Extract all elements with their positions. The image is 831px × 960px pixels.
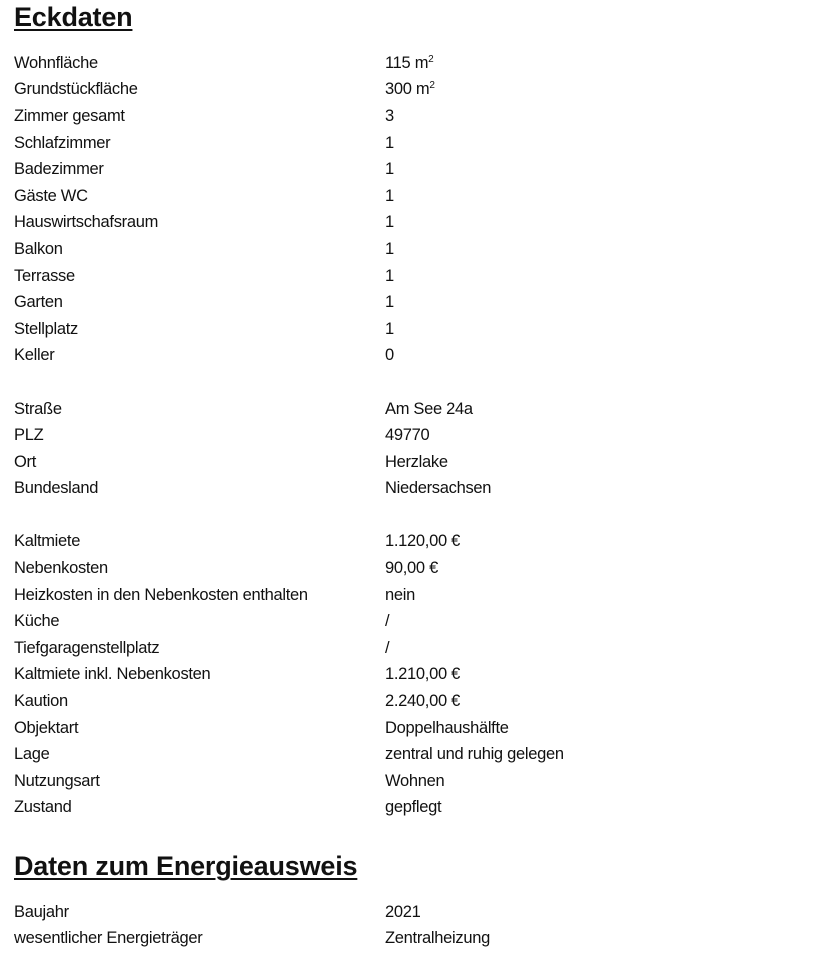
energieausweis-group [14,899,814,952]
row-label: Badezimmer [14,160,104,179]
table-row [14,183,814,210]
row-label: Garten [14,293,63,312]
row-value [385,80,435,99]
row-value-text: 1 [385,266,394,285]
row-value-text: 3 [385,106,394,125]
energieausweis-table [14,899,814,952]
table-row [14,768,814,795]
row-label: wesentlicher Energieträger [14,929,203,948]
row-value-text: 2.240,00 € [385,692,460,711]
row-value-text: Am See 24a [385,399,473,418]
table-row [14,715,814,742]
row-label: Grundstückfläche [14,80,138,99]
row-value [385,400,473,419]
table-row [14,289,814,316]
row-value [385,54,433,73]
table-row [14,210,814,237]
row-value-text: Zentralheizung [385,929,490,948]
row-value-text: 300 m [385,80,430,99]
table-row [14,608,814,635]
row-value-text: 1 [385,239,394,258]
row-value [385,240,394,259]
eckdaten-table [14,50,814,821]
table-row [14,555,814,582]
row-value [385,719,509,738]
row-value [385,586,415,605]
row-label: Terrasse [14,266,75,285]
row-value [385,772,444,791]
row-label: Stellplatz [14,319,78,338]
row-label: Lage [14,745,50,764]
table-row [14,103,814,130]
table-row [14,156,814,183]
table-row [14,899,814,926]
row-label: Nebenkosten [14,559,108,578]
row-value-text: gepflegt [385,798,442,817]
row-label: Objektart [14,718,79,737]
row-value [385,532,460,551]
row-value [385,134,394,153]
row-value-text: 1 [385,319,394,338]
row-value [385,346,394,365]
row-label: Kaltmiete [14,532,81,551]
table-row [14,741,814,768]
table-row [14,795,814,822]
row-value-text: 1 [385,186,394,205]
eckdaten-group-kosten [14,529,814,822]
row-value [385,320,394,339]
table-row [14,130,814,157]
table-row [14,343,814,370]
table-row [14,449,814,476]
table-row [14,926,814,953]
row-value-text: nein [385,585,415,604]
row-value-text: 49770 [385,426,430,445]
row-value [385,903,421,922]
eckdaten-group-adresse [14,396,814,502]
section-title-energieausweis: Daten zum Energieausweis [14,851,358,881]
table-row [14,635,814,662]
row-value [385,187,394,206]
unit-superscript: 2 [428,53,434,65]
row-value [385,267,394,286]
table-row [14,476,814,503]
row-value-text: 1 [385,133,394,152]
row-label: Bundesland [14,479,99,498]
row-value-text: / [385,638,390,657]
row-label: Kaltmiete inkl. Nebenkosten [14,665,211,684]
row-label: Straße [14,399,62,418]
group-spacer [14,502,814,529]
row-value-text: Herzlake [385,452,448,471]
row-value-text: 1 [385,213,394,232]
table-row [14,662,814,689]
table-row [14,396,814,423]
row-label: Schlafzimmer [14,133,111,152]
eckdaten-group-ausstattung [14,50,814,369]
row-value-text: 1.120,00 € [385,532,460,551]
table-row [14,77,814,104]
row-value [385,479,491,498]
row-value-text: zentral und ruhig gelegen [385,745,564,764]
row-label: PLZ [14,426,44,445]
row-value [385,160,394,179]
row-value [385,293,394,312]
row-label: Tiefgaragenstellplatz [14,638,160,657]
row-label: Nutzungsart [14,771,100,790]
row-value-text: Niedersachsen [385,479,492,498]
row-value [385,453,448,472]
row-label: Gäste WC [14,186,88,205]
row-value-text: 0 [385,346,394,365]
row-value [385,559,438,578]
row-value-text: 1.210,00 € [385,665,460,684]
row-value-text: Wohnen [385,771,445,790]
row-value-text: 1 [385,160,394,179]
unit-superscript: 2 [429,80,435,92]
row-value [385,692,460,711]
table-row [14,236,814,263]
row-value-text: 90,00 € [385,559,438,578]
table-row [14,688,814,715]
row-label: Baujahr [14,902,69,921]
row-value [385,929,490,948]
row-label: Zimmer gesamt [14,106,125,125]
row-value [385,745,564,764]
row-value [385,665,460,684]
row-label: Balkon [14,239,63,258]
row-label: Hauswirtschafsraum [14,213,159,232]
row-value-text: / [385,612,390,631]
row-label: Wohnfläche [14,53,98,72]
table-row [14,582,814,609]
row-label: Heizkosten in den Nebenkosten enthalten [14,585,308,604]
table-row [14,529,814,556]
row-value-text: 1 [385,293,394,312]
row-value-text: Doppelhaushälfte [385,718,509,737]
group-spacer [14,369,814,396]
row-value [385,426,429,445]
row-label: Ort [14,452,37,471]
row-value-text: 2021 [385,902,421,921]
row-value [385,639,389,658]
table-row [14,263,814,290]
row-label: Küche [14,612,60,631]
row-value-text: 115 m [385,53,429,72]
table-row [14,316,814,343]
section-title-eckdaten: Eckdaten [14,2,133,32]
table-row [14,422,814,449]
table-row [14,50,814,77]
row-value [385,107,394,126]
row-label: Kaution [14,692,68,711]
row-value [385,612,389,631]
row-value [385,213,394,232]
row-label: Zustand [14,798,72,817]
row-value [385,798,441,817]
row-label: Keller [14,346,55,365]
